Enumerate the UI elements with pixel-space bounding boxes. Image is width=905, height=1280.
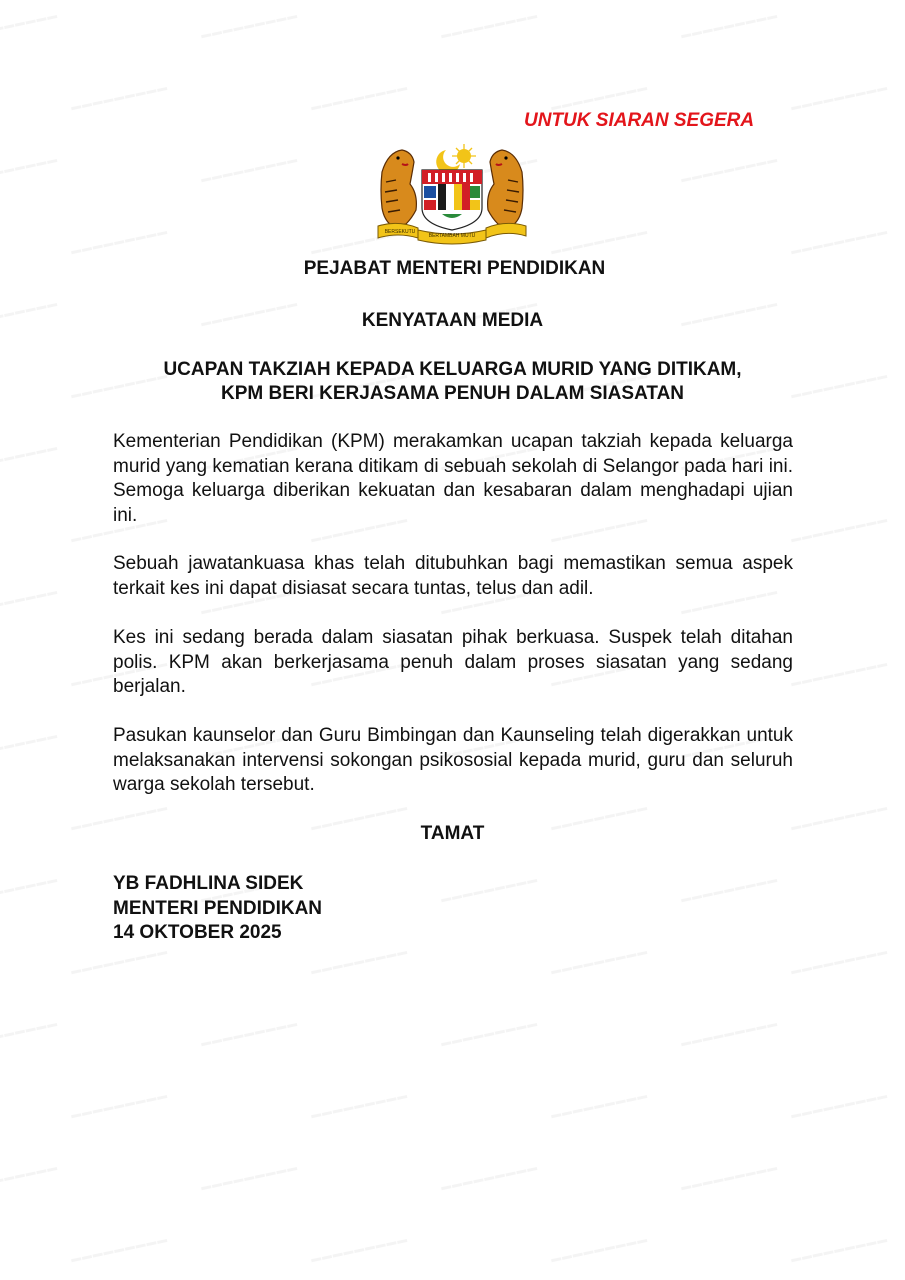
watermark-mark [440,10,539,41]
paragraph-4: Pasukan kaunselor dan Guru Bimbingan dan Kaunseling telah digerakkan untuk melaksanakan intervensi sokongan psikososial kepada murid, guru dan seluruh warga sekolah tersebut. [113,725,793,795]
watermark-mark [790,1090,889,1121]
paragraph-2: Sebuah jawatankuasa khas telah ditubuhkan bagi memastikan semua aspek terkait kes ini dapat disiasat secara tuntas, telus dan adil. [113,553,793,599]
watermark-mark [310,1090,409,1121]
watermark-mark [680,1162,779,1193]
release-tag: UNTUK SIARAN SEGERA [524,110,755,131]
watermark-mark [310,82,409,113]
watermark-mark [0,730,59,761]
watermark-mark [550,946,649,977]
watermark-mark [70,946,169,977]
watermark-mark [70,82,169,113]
watermark-mark [70,1234,169,1265]
watermark-mark [0,10,59,41]
release-date: 14 OKTOBER 2025 [113,922,282,943]
crest-motto-left: BERSEKUTU [384,229,416,235]
watermark-mark [550,1090,649,1121]
watermark-mark [550,226,649,257]
watermark-mark [550,82,649,113]
headline [0,358,905,406]
watermark-mark [70,226,169,257]
watermark-mark [790,226,889,257]
watermark-mark [790,1234,889,1265]
headline-line-1: UCAPAN TAKZIAH KEPADA KELUARGA MURID YANG DITIKAM, [163,359,742,380]
watermark-mark [200,1162,299,1193]
headline-line-2: KPM BERI KERJASAMA PENUH DALAM SIASATAN [220,383,685,404]
signature-block [113,872,322,946]
watermark-mark [440,1018,539,1049]
watermark-mark [200,1018,299,1049]
watermark-mark [200,10,299,41]
watermark-mark [440,874,539,905]
signatory-name: YB FADHLINA SIDEK [113,873,304,894]
watermark-mark [440,1162,539,1193]
paragraph-3: Kes ini sedang berada dalam siasatan pihak berkuasa. Suspek telah ditahan polis. KPM akan berkerjasama penuh dalam proses siasatan yang sedang berjalan. [113,627,793,697]
watermark-mark [680,154,779,185]
watermark-mark [0,1018,59,1049]
watermark-mark [680,874,779,905]
watermark-mark [0,154,59,185]
watermark-mark [200,154,299,185]
watermark-mark [310,1234,409,1265]
watermark-mark [680,1018,779,1049]
watermark-mark [680,10,779,41]
watermark-mark [0,586,59,617]
signatory-position: MENTERI PENDIDIKAN [113,897,323,919]
watermark-mark [0,442,59,473]
office-title: PEJABAT MENTERI PENDIDIKAN [303,258,606,279]
watermark-mark [0,1162,59,1193]
crest-motto-scroll: BERTAMBAH MUTU [428,233,476,239]
watermark-mark [550,1234,649,1265]
watermark-mark [70,1090,169,1121]
watermark-mark [0,874,59,905]
watermark-mark [790,658,889,689]
closing-mark: TAMAT [420,823,485,844]
paragraph-1: Kementerian Pendidikan (KPM) merakamkan ucapan takziah kepada keluarga murid yang kematian kerana ditikam di sebuah sekolah di Selangor pada hari ini. Semoga keluarga diberikan kekuatan dan kesabaran dalam menghadapi ujian ini. [113,431,793,526]
watermark-mark [790,946,889,977]
watermark-mark [790,514,889,545]
watermark-mark [310,946,409,977]
coat-of-arms-icon [372,142,532,246]
watermark-mark [790,82,889,113]
document-type: KENYATAAN MEDIA [361,310,544,331]
